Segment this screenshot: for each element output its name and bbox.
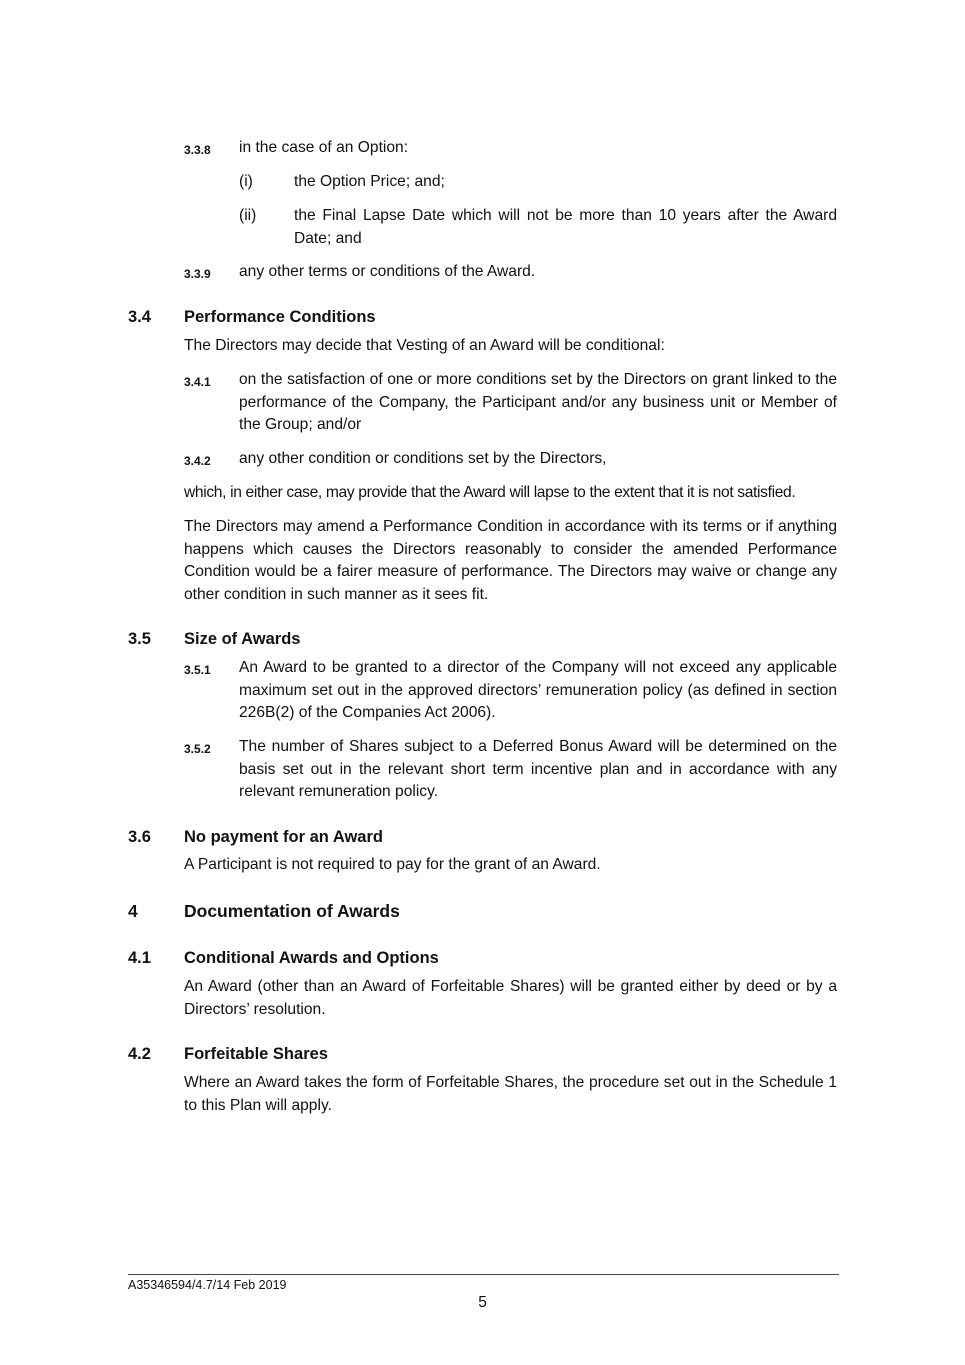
clause-text-3-5-2: The number of Shares subject to a Deferred Bonus Award will be determined on the basis set out in the relevant short term incentive plan and in accordance with any relevant remuneration policy.: [239, 738, 837, 800]
clause-number-3-5-2: 3.5.2: [184, 742, 211, 756]
section-text-3-6: A Participant is not required to pay for the grant of an Award.: [184, 856, 601, 873]
section-number-3-5: 3.5: [128, 630, 151, 648]
page-number: 5: [478, 1294, 487, 1311]
clause-number-3-3-8: 3.3.8: [184, 143, 211, 157]
clause-text-3-5-1: An Award to be granted to a director of the Company will not exceed any applicable maximum set out in the approved directors’ remuneration policy (as defined in section 226B(2) of the Companies Act 2006).: [239, 659, 837, 721]
section-number-3-4: 3.4: [128, 308, 151, 326]
section-title-4-2: Forfeitable Shares: [184, 1045, 328, 1063]
section-number-4: 4: [128, 901, 138, 921]
clause-text-3-3-8: in the case of an Option:: [239, 139, 409, 156]
subclause-text-ii: the Final Lapse Date which will not be more than 10 years after the Award Date; and: [294, 207, 837, 247]
clause-text-3-4-1: on the satisfaction of one or more conditions set by the Directors on grant linked to the performance of the Company, the Participant and/or any business unit or Member of the Group; and/or: [239, 371, 837, 433]
section-title-3-4: Performance Conditions: [184, 308, 376, 326]
section-title-3-6: No payment for an Award: [184, 828, 383, 846]
footer-divider: [128, 1274, 839, 1275]
section-intro-3-4: The Directors may decide that Vesting of an Award will be conditional:: [184, 337, 665, 354]
footer-document-reference: A35346594/4.7/14 Feb 2019: [128, 1278, 287, 1292]
subclause-text-i: the Option Price; and;: [294, 173, 445, 190]
clause-number-3-4-2: 3.4.2: [184, 454, 211, 468]
section-title-4: Documentation of Awards: [184, 901, 400, 921]
clause-number-3-4-1: 3.4.1: [184, 375, 211, 389]
section-text-4-2: Where an Award takes the form of Forfeitable Shares, the procedure set out in the Schedule 1 to this Plan will apply.: [184, 1074, 837, 1114]
section-number-4-2: 4.2: [128, 1045, 151, 1063]
clause-number-3-3-9: 3.3.9: [184, 267, 211, 281]
section-title-4-1: Conditional Awards and Options: [184, 949, 439, 967]
clause-text-3-3-9: any other terms or conditions of the Award.: [239, 263, 536, 280]
section-number-3-6: 3.6: [128, 828, 151, 846]
clause-text-3-4-2: any other condition or conditions set by the Directors,: [239, 450, 607, 467]
section-number-4-1: 4.1: [128, 949, 151, 967]
paragraph-lapse: which, in either case, may provide that the Award will lapse to the extent that it is not satisfied.: [184, 484, 796, 501]
paragraph-amend: The Directors may amend a Performance Condition in accordance with its terms or if anything happens which causes the Directors reasonably to consider the amended Performance Condition would be a fairer measure of performance. The Directors may waive or change any other condition in such manner as it sees fit.: [184, 518, 837, 603]
section-text-4-1: An Award (other than an Award of Forfeitable Shares) will be granted either by deed or by a Directors’ resolution.: [184, 978, 837, 1018]
clause-number-3-5-1: 3.5.1: [184, 663, 211, 677]
subclause-number-ii: (ii): [239, 207, 257, 224]
subclause-number-i: (i): [239, 173, 253, 190]
section-title-3-5: Size of Awards: [184, 630, 301, 648]
